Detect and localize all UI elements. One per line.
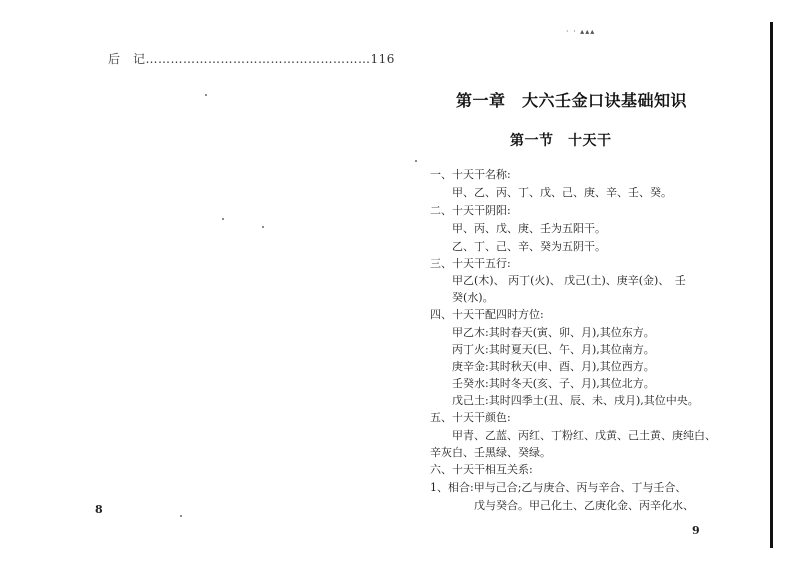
- scan-speck: [222, 218, 224, 220]
- toc-entry-postscript: 后 记………………………………………………116: [108, 52, 395, 66]
- scan-speck: [415, 160, 417, 162]
- scan-speck: [205, 94, 207, 96]
- body-line: 1、相合:甲与己合;乙与庚合、丙与辛合、丁与壬合、: [430, 481, 687, 494]
- body-line: 三、十天干五行:: [430, 257, 511, 270]
- body-line: 壬癸水:其时冬天(亥、子、月),其位北方。: [452, 377, 655, 390]
- body-line: 甲乙木:其时春天(寅、卯、月),其位东方。: [452, 326, 655, 339]
- body-line: 戊己土:其时四季土(丑、辰、未、戌月),其位中央。: [452, 394, 699, 407]
- scan-speck: [180, 515, 182, 517]
- body-line: 二、十天干阴阳:: [430, 204, 511, 217]
- body-line: 丙丁火:其时夏天(巳、午、月),其位南方。: [452, 343, 655, 356]
- body-line: 五、十天干颜色:: [430, 411, 511, 424]
- chapter-title: 第一章 大六壬金口诀基础知识: [456, 91, 688, 110]
- body-line: 戊与癸合。甲己化土、乙庚化金、丙辛化水、: [474, 499, 694, 512]
- scan-speck: [262, 226, 264, 228]
- body-line: 庚辛金:其时秋天(申、酉、月),其位西方。: [452, 360, 655, 373]
- body-line: 六、十天干相互关系:: [430, 463, 533, 476]
- page-number-left: 8: [95, 503, 103, 516]
- page-edge-rule: [770, 22, 773, 548]
- body-line: 乙、丁、己、辛、癸为五阴干。: [452, 240, 606, 253]
- body-line: 一、十天干名称:: [430, 168, 511, 181]
- body-line: 甲、丙、戊、庚、壬为五阳干。: [452, 222, 606, 235]
- body-line: 四、十天干配四时方位:: [430, 308, 544, 321]
- body-line: 甲乙(木)、 丙丁(火)、 戊己(土)、庚辛(金)、 壬: [452, 274, 686, 287]
- section-title: 第一节 十天干: [510, 133, 612, 149]
- body-line: 甲青、乙蓝、丙红、丁粉红、戊黄、己土黄、庚纯白、: [452, 429, 716, 442]
- body-line: 癸(水)。: [452, 291, 494, 304]
- top-scan-mark: · · ▴▴▴: [566, 27, 596, 36]
- body-line: 辛灰白、壬黑绿、癸绿。: [430, 446, 551, 459]
- body-line: 甲、乙、丙、丁、戊、己、庚、辛、壬、癸。: [452, 186, 672, 199]
- page-number-right: 9: [692, 524, 700, 537]
